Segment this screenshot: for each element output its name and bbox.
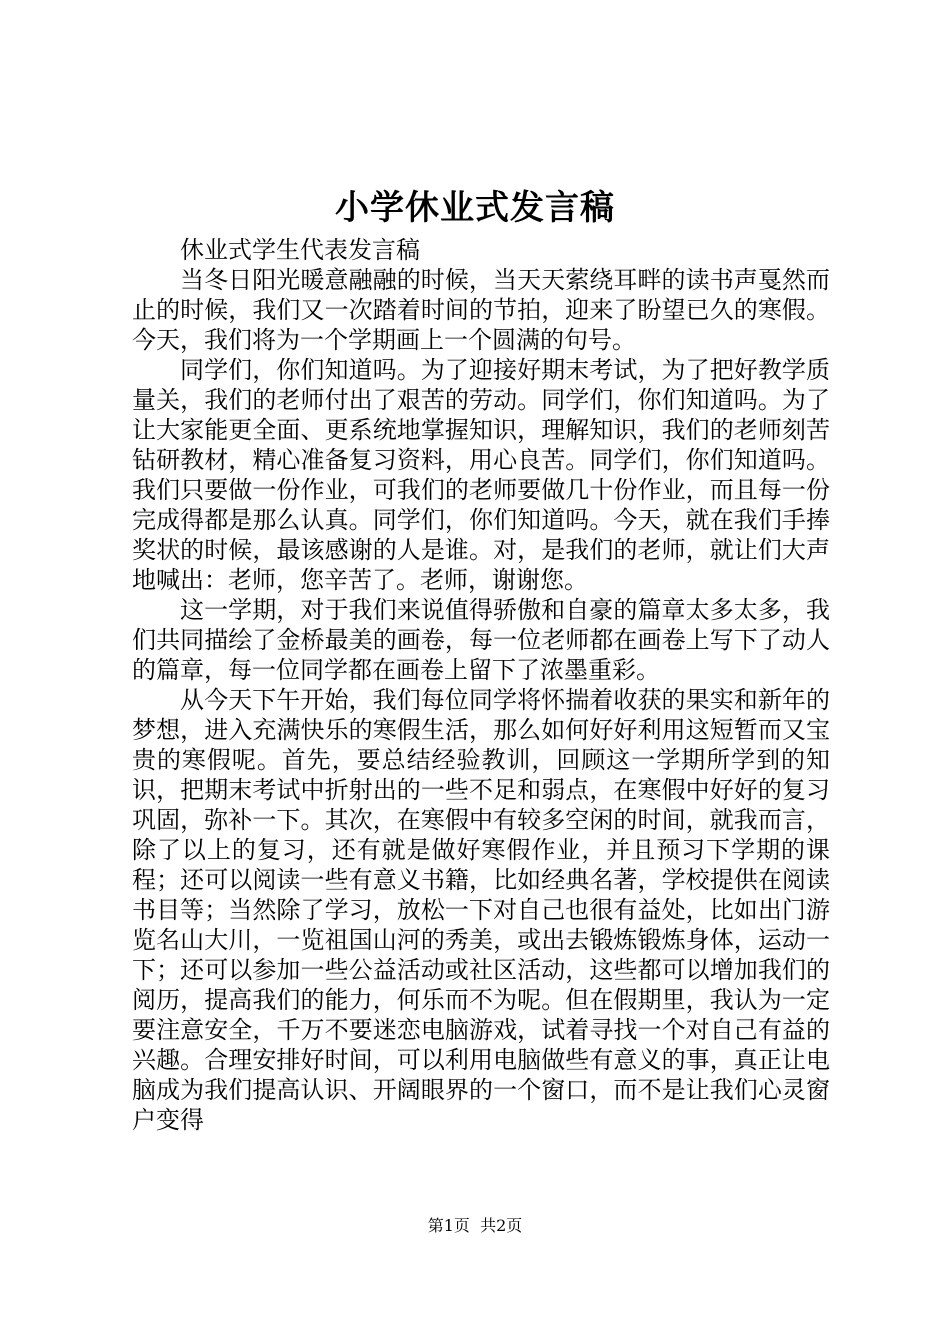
paragraph-teachers: 同学们，你们知道吗。为了迎接好期末考试，为了把好教学质量关，我们的老师付出了艰苦的劳动。同学们，你们知道吗。为了让大家能更全面、更系统地掌握知识，理解知识，我们的老师刻苦钻研教材，精心准备复习资料，用心良苦。同学们，你们知道吗。我们只要做一份作业，可我们的老师要做几十份作业，而且每一份完成得都是那么认真。同学们，你们知道吗。今天，就在我们手捧奖状的时候，最该感谢的人是谁。对，是我们的老师，就让们大声地喊出：老师，您辛苦了。老师，谢谢您。: [132, 356, 830, 594]
paragraph-winter-break: 从今天下午开始，我们每位同学将怀揣着收获的果实和新年的梦想，进入充满快乐的寒假生活，那么如何好好利用这短暂而又宝贵的寒假呢。首先，要总结经验教训，回顾这一学期所学到的知识，把期末考试中折射出的一些不足和弱点，在寒假中好好的复习巩固，弥补一下。其次，在寒假中有较多空闲的时间，就我而言，除了以上的复习，还有就是做好寒假作业，并且预习下学期的课程；还可以阅读一些有意义书籍，比如经典名著，学校提供在阅读书目等；当然除了学习，放松一下对自己也很有益处，比如出门游览名山大川，一览祖国山河的秀美，或出去锻炼锻炼身体，运动一下；还可以参加一些公益活动或社区活动，这些都可以增加我们的阅历，提高我们的能力，何乐而不为呢。但在假期里，我认为一定要注意安全，千万不要迷恋电脑游戏，试着寻找一个对自己有益的兴趣。合理安排好时间，可以利用电脑做些有意义的事，真正让电脑成为我们提高认识、开阔眼界的一个窗口，而不是让我们心灵窗户变得: [132, 686, 830, 1134]
paragraph-semester: 这一学期，对于我们来说值得骄傲和自豪的篇章太多太多，我们共同描绘了金桥最美的画卷，每一位老师都在画卷上写下了动人的篇章，每一位同学都在画卷上留下了浓墨重彩。: [132, 596, 830, 684]
paragraph-subtitle: 休业式学生代表发言稿: [180, 236, 420, 264]
page-number: 第1页 共2页: [427, 1216, 523, 1235]
page-footer: [0, 1215, 950, 1237]
paragraph-opening: 当冬日阳光暖意融融的时候，当天天萦绕耳畔的读书声戛然而止的时候，我们又一次踏着时间的节拍，迎来了盼望已久的寒假。今天，我们将为一个学期画上一个圆满的句号。: [132, 266, 830, 354]
document-title: 小学休业式发言稿: [335, 188, 615, 228]
document-body: [132, 235, 830, 1135]
